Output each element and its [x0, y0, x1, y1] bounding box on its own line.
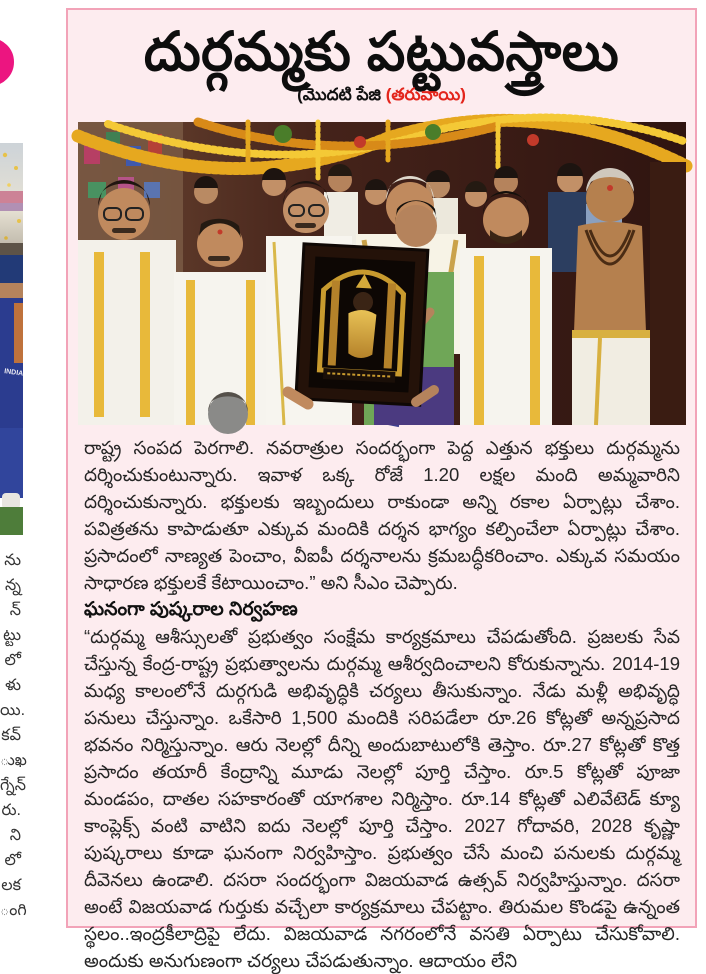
text-fragment: ని	[9, 827, 21, 844]
text-fragment: ళు	[5, 677, 21, 694]
text-fragment: ంగి	[0, 902, 27, 919]
article-subtitle	[68, 85, 695, 109]
magenta-logo-fragment	[0, 38, 14, 86]
article-subhead: ఘనంగా పుష్కరాల నిర్వహణ	[84, 599, 298, 621]
article-paragraph-1: రాష్ట్ర సంపద పెరగాలి. నవరాత్రుల సందర్భంగా పెద్ద ఎత్తున భక్తులు దుర్గమ్మను దర్శించుకుంటున్నారు. ఇవాళ ఒక్క రోజే 1.20 లక్షల మంది అమ్మవారిని దర్శించుకున్నారు. భక్తులకు ఇబ్బందులు రాకుండా అన్ని రకాల ఏర్పాట్లు చేశాం. పవిత్రతను కాపాడుతూ ఎక్కువ మందికి దర్శన భాగ్యం కల్పించేలా ఏర్పాట్లు చేశాం. ప్రసాదంలో నాణ్యత పెంచాం, వీఐపీ దర్శనాలను క్రమబద్ధీకరించాం. ఎక్కువ సమయం సాధారణ భక్తులకే కేటాయించాం.” అని సీఎం చెప్పారు.	[84, 437, 680, 594]
article-card	[66, 8, 697, 972]
text-fragment: ను	[4, 552, 21, 569]
text-fragment: కవ్	[1, 727, 21, 744]
text-fragment: గ్నేన్	[0, 777, 26, 794]
framed-deity-portrait	[295, 244, 427, 405]
adjacent-photo-sliver	[0, 143, 23, 535]
subtitle-continuation-label: (తరువాయి)	[385, 85, 466, 105]
article-paragraph-2: “దుర్గమ్మ ఆశీస్సులతో ప్రభుత్వం సంక్షేమ కార్యక్రమాలు చేపడుతోంది. ప్రజలకు సేవ చేస్తున్న కేంద్ర-రాష్ట్ర ప్రభుత్వాలను దుర్గమ్మ ఆశీర్వదించాలని కోరుకున్నాను. 2014-19 మధ్య కాలంలోనే దుర్గగుడి అభివృద్ధికి చర్యలు తీసుకున్నాం. నేడు మళ్లీ అభివృద్ధి పనులు చేస్తున్నాం. ఒకేసారి 1,500 మందికి సరిపడేలా రూ.26 కోట్లతో అన్నప్రసాద భవనం నిర్మిస్తున్నాం. ఆరు నెలల్లో దీన్ని అందుబాటులోకి తెస్తాం. రూ.27 కోట్లతో కొత్త ప్రసాదం తయారీ కేంద్రాన్ని మూడు నెలల్లో పూర్తి చేస్తాం. రూ.5 కోట్లతో పూజా మండపం, దాతల సహకారంతో యాగశాల నిర్మిస్తాం. రూ.14 కోట్లతో ఎలివేటెడ్ క్యూ కాంప్లెక్స్ వంటి వాటిని ఐదు నెలల్లో పూర్తి చేస్తాం. 2027 గోదావరి, 2028 కృష్ణా పుష్కరాలు కూడా ఘనంగా నిర్వహిస్తాం. ప్రభుత్వం చేసే మంచి పనులకు దుర్గమ్మ దీవెనలు ఉండాలి. దసరా సందర్భంగా విజయవాడ ఉత్సవ్ నిర్వహిస్తున్నాం. దసరా అంటే విజయవాడ గుర్తుకు వచ్చేలా కార్యక్రమాలు చేపట్టాం. తిరుమల కొండపై ఉన్నంత స్థలం..ఇంద్రకీలాద్రిపై లేదు. విజయవాడ నగరంలోనే వసతి ఏర్పాటు చేసుకోవాలి. అందుకు అనుగుణంగా చర్యలు చేపడుతున్నాం. ఆదాయం లేని	[84, 626, 680, 972]
adjacent-column-text-fragments	[0, 548, 27, 923]
subtitle-continued-from: (మొదటి పేజి	[297, 85, 386, 105]
text-fragment: లో	[4, 852, 21, 869]
temple-pillar	[650, 162, 686, 425]
text-fragment: న్	[9, 602, 21, 619]
text-fragment: రు.	[1, 802, 21, 819]
jersey-text: INDIA	[3, 368, 24, 378]
text-fragment: లో	[4, 652, 21, 669]
text-fragment: న్న	[5, 577, 21, 594]
foreground-head	[208, 394, 248, 434]
text-fragment: ట్టు	[3, 627, 21, 644]
text-fragment: లక	[1, 877, 21, 894]
article-headline: దుర్గమ్మకు పట్టువస్త్రాలు	[143, 22, 620, 82]
text-fragment: యి.	[0, 702, 26, 719]
text-fragment: ుఖ	[0, 752, 27, 769]
article-photo	[78, 122, 686, 425]
